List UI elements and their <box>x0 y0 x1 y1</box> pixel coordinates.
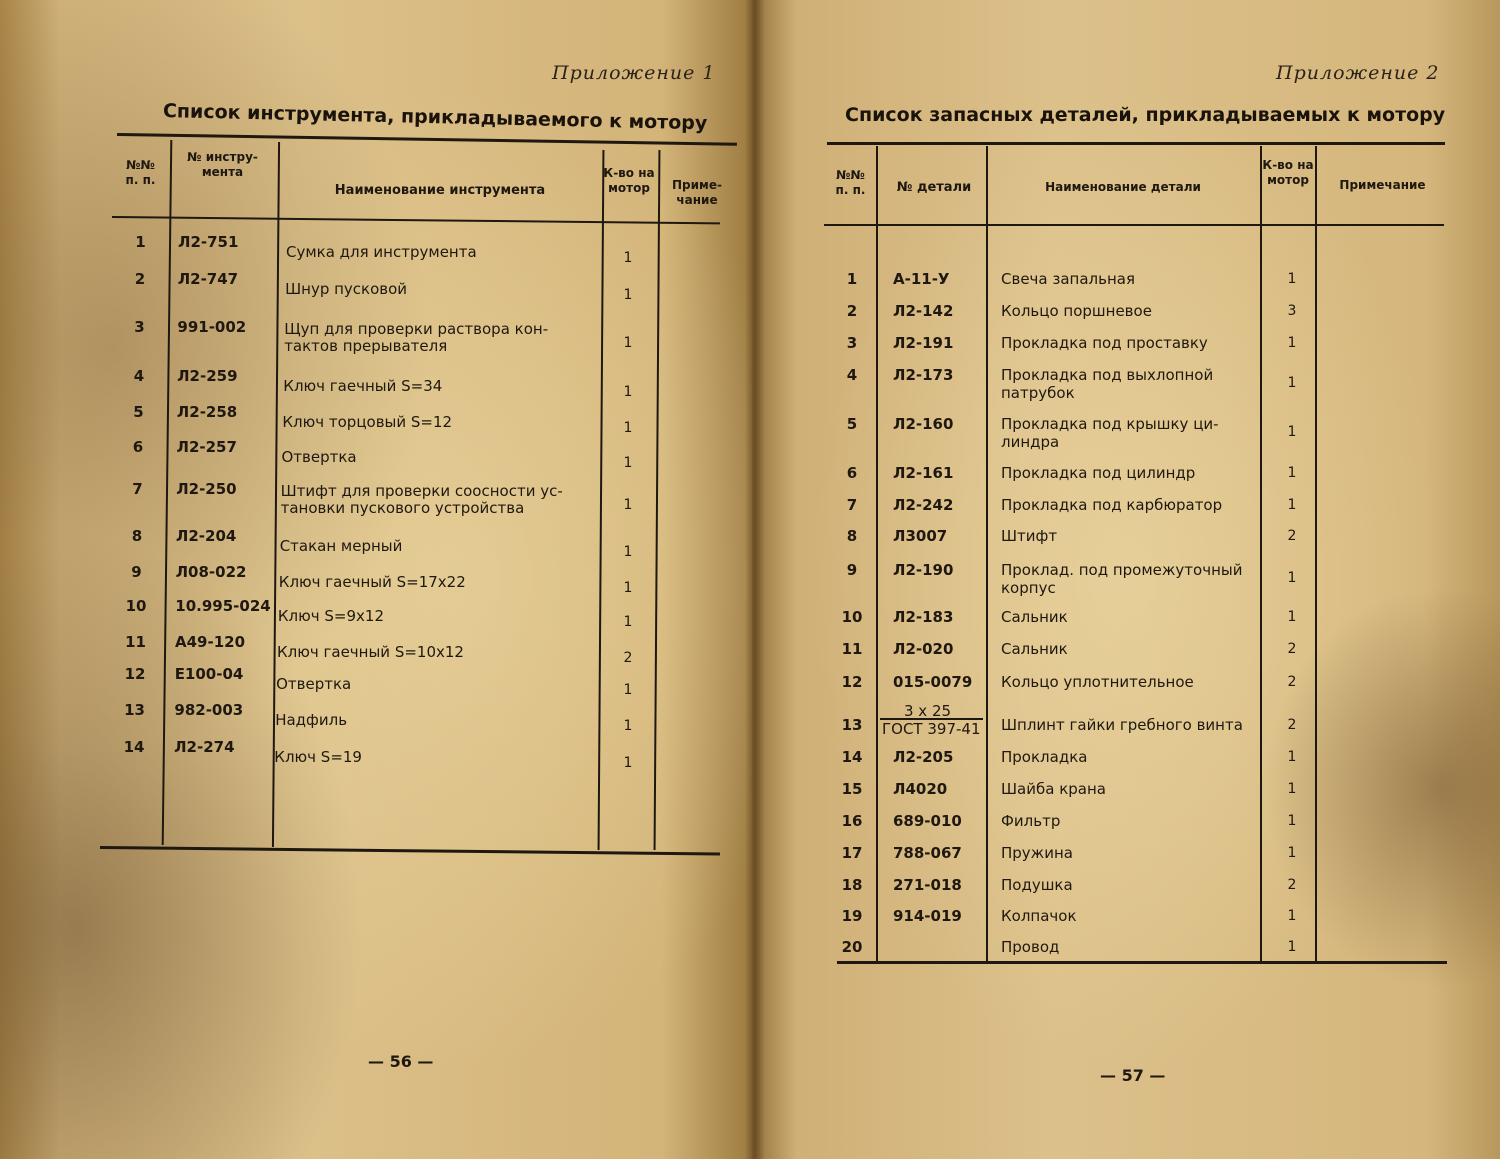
quantity: 1 <box>1287 375 1297 391</box>
quantity: 1 <box>1287 749 1297 765</box>
tool-code: Л2-250 <box>176 480 237 498</box>
header-qty-left: К-во на мотор <box>603 166 655 195</box>
quantity: 1 <box>623 580 633 596</box>
row-number: 3 <box>134 318 145 336</box>
part-name-line: Кольцо уплотнительное <box>1001 673 1194 691</box>
book-gutter <box>745 0 765 1159</box>
part-name-line: Штифт <box>1001 527 1058 545</box>
table-header-rule-right <box>824 224 1444 226</box>
quantity: 2 <box>1287 717 1297 733</box>
part-name-line: Шплинт гайки гребного винта <box>1001 716 1243 734</box>
row-number: 11 <box>125 633 146 651</box>
row-number: 3 <box>846 334 858 352</box>
page-title-right: Список запасных деталей, прикладываемых к мотору <box>845 104 1446 126</box>
quantity: 1 <box>623 614 633 630</box>
quantity: 1 <box>1287 271 1297 287</box>
tool-code: Л2-257 <box>176 438 237 456</box>
quantity: 2 <box>623 650 633 666</box>
tool-code: Е100-04 <box>174 665 244 683</box>
tool-name-line: Штифт для проверки соосности ус- <box>280 482 563 500</box>
row-number: 7 <box>846 496 858 514</box>
tool-name-line: Ключ гаечный S=17x22 <box>278 573 466 591</box>
row-number: 20 <box>841 938 863 956</box>
table-bottom-rule-right <box>837 961 1447 964</box>
row-number: 12 <box>124 665 146 683</box>
tool-name-line: Отвертка <box>281 448 357 466</box>
part-name-line: корпус <box>1001 579 1056 597</box>
row-number: 1 <box>846 270 858 288</box>
row-number: 9 <box>846 561 858 579</box>
row-number: 13 <box>124 701 145 719</box>
tool-code: Л2-274 <box>174 738 235 756</box>
table-top-rule-left <box>117 133 737 146</box>
row-number: 6 <box>846 464 858 482</box>
header-qty-right: К-во на мотор <box>1262 158 1314 187</box>
quantity: 1 <box>1287 609 1297 625</box>
tool-name-line: тактов прерывателя <box>284 337 448 355</box>
quantity: 1 <box>1287 335 1297 351</box>
tool-code: Л08-022 <box>175 563 247 581</box>
part-name-line: патрубок <box>1001 384 1075 402</box>
row-number: 13 <box>841 716 863 734</box>
part-name-line: Проклад. под промежуточный <box>1001 561 1243 579</box>
quantity: 1 <box>623 682 633 698</box>
tool-name-line: Надфиль <box>275 711 348 729</box>
tool-name-line: Стакан мерный <box>279 537 403 555</box>
part-name-line: Прокладка под проставку <box>1001 334 1208 352</box>
header-note-right: Примечание <box>1339 178 1426 192</box>
part-name-line: Сальник <box>1001 608 1068 626</box>
col-divider-2-left <box>272 142 280 847</box>
row-number: 5 <box>133 403 144 421</box>
part-code: 3 x 25 <box>904 702 952 720</box>
part-code: Л2-183 <box>893 608 954 626</box>
col-divider-1-right <box>876 146 878 961</box>
quantity: 1 <box>1287 845 1297 861</box>
quantity: 1 <box>623 497 633 513</box>
part-code: Л2-191 <box>893 334 954 352</box>
tool-code: Л2-259 <box>177 367 238 385</box>
row-number: 7 <box>132 480 143 498</box>
quantity: 3 <box>1287 303 1297 319</box>
quantity: 1 <box>1287 497 1297 513</box>
header-num-right: №№ п. п. <box>835 168 866 197</box>
part-name-line: Сальник <box>1001 640 1068 658</box>
tool-name-line: Шнур пусковой <box>285 280 408 298</box>
tool-code: Л2-258 <box>176 403 238 421</box>
part-code-standard: ГОСТ 397-41 <box>882 720 981 738</box>
quantity: 1 <box>1287 908 1297 924</box>
part-name-line: линдра <box>1001 433 1060 451</box>
part-name-line: Прокладка под выхлопной <box>1001 366 1214 384</box>
tool-name-line: Отвертка <box>276 675 352 693</box>
quantity: 2 <box>1287 641 1297 657</box>
quantity: 2 <box>1287 528 1297 544</box>
quantity: 1 <box>623 420 633 436</box>
part-name-line: Колпачок <box>1001 907 1077 925</box>
header-name-right: Наименование детали <box>1045 180 1201 194</box>
row-number: 2 <box>846 302 858 320</box>
part-name-line: Прокладка под цилиндр <box>1001 464 1196 482</box>
tool-name-line: Ключ торцовый S=12 <box>282 413 453 431</box>
appendix-label-right: Приложение 2 <box>1276 62 1440 84</box>
quantity: 1 <box>623 250 633 266</box>
part-name-line: Кольцо поршневое <box>1001 302 1152 320</box>
quantity: 1 <box>1287 424 1297 440</box>
col-divider-1-left <box>162 140 173 845</box>
row-number: 9 <box>131 563 142 581</box>
part-name-line: Фильтр <box>1001 812 1061 830</box>
row-number: 2 <box>134 270 146 288</box>
part-code: А-11-У <box>893 270 950 288</box>
table-header-rule-left <box>112 216 720 224</box>
part-name-line: Прокладка <box>1001 748 1088 766</box>
row-number: 10 <box>841 608 863 626</box>
quantity: 2 <box>1287 674 1297 690</box>
quantity: 1 <box>623 455 633 471</box>
right-page <box>752 0 1500 1159</box>
tool-name-line: Щуп для проверки раствора кон- <box>284 320 549 338</box>
table-top-rule-right <box>827 142 1445 145</box>
quantity: 1 <box>623 335 633 351</box>
row-number: 8 <box>131 527 143 545</box>
part-name-line: Подушка <box>1001 876 1073 894</box>
row-number: 14 <box>841 748 863 766</box>
tool-code: 991-002 <box>177 318 247 336</box>
col-divider-4-left <box>654 150 661 850</box>
col-divider-2-right <box>986 146 988 961</box>
part-code: Л2-020 <box>893 640 954 658</box>
tool-code: Л2-204 <box>175 527 237 545</box>
tool-name-line: тановки пускового устройства <box>280 499 525 517</box>
quantity: 1 <box>1287 813 1297 829</box>
page-number-right: — 57 — <box>1100 1066 1166 1085</box>
part-code: Л2-173 <box>893 366 954 384</box>
row-number: 12 <box>841 673 863 691</box>
col-divider-4-right <box>1315 146 1317 961</box>
quantity: 1 <box>1287 570 1297 586</box>
tool-name-line: Ключ S=19 <box>274 748 362 766</box>
header-note-left: Приме- чание <box>672 178 722 207</box>
part-code: 689-010 <box>893 812 962 830</box>
tool-name-line: Ключ гаечный S=10x12 <box>277 643 464 661</box>
quantity: 1 <box>623 755 633 771</box>
part-name-line: Провод <box>1001 938 1060 956</box>
appendix-label-left: Приложение 1 <box>552 62 716 84</box>
tool-code: Л2-751 <box>178 233 239 251</box>
row-number: 6 <box>132 438 144 456</box>
row-number: 16 <box>841 812 863 830</box>
header-code-left: № инстру- мента <box>187 150 258 179</box>
part-code: Л3007 <box>893 527 948 545</box>
header-name-left: Наименование инструмента <box>334 183 546 198</box>
part-name-line: Пружина <box>1001 844 1073 862</box>
tool-code: 10.995-024 <box>175 597 271 615</box>
part-code: 788-067 <box>893 844 962 862</box>
quantity: 1 <box>623 544 633 560</box>
row-number: 17 <box>841 844 863 862</box>
row-number: 11 <box>841 640 863 658</box>
part-name-line: Прокладка под карбюратор <box>1001 496 1223 514</box>
tool-name-line: Сумка для инструмента <box>286 243 477 261</box>
page-number-left: — 56 — <box>368 1052 434 1071</box>
row-number: 8 <box>846 527 858 545</box>
quantity: 1 <box>623 384 633 400</box>
quantity: 1 <box>623 718 633 734</box>
header-num-left: №№ п. п. <box>125 158 156 187</box>
quantity: 1 <box>1287 781 1297 797</box>
col-divider-3-left <box>598 150 605 850</box>
page-title-left: Список инструмента, прикладываемого к мотору <box>162 100 708 135</box>
row-number: 4 <box>133 367 145 385</box>
tool-code: Л2-747 <box>177 270 239 288</box>
part-code: Л2-205 <box>893 748 954 766</box>
row-number: 1 <box>135 233 146 251</box>
quantity: 1 <box>1287 939 1297 955</box>
row-number: 18 <box>841 876 863 894</box>
part-code: 914-019 <box>893 907 962 925</box>
part-name-line: Прокладка под крышку ци- <box>1001 415 1219 433</box>
part-code: Л4020 <box>893 780 948 798</box>
part-name-line: Шайба крана <box>1001 780 1106 798</box>
part-code: Л2-190 <box>893 561 954 579</box>
part-code: 015-0079 <box>893 673 973 691</box>
quantity: 1 <box>623 287 633 303</box>
tool-code: 982-003 <box>174 701 244 719</box>
header-code-right: № детали <box>896 180 972 195</box>
col-divider-3-right <box>1260 146 1262 961</box>
table-bottom-rule-left <box>100 846 720 855</box>
part-code: Л2-161 <box>893 464 954 482</box>
part-code: Л2-242 <box>893 496 954 514</box>
row-number: 14 <box>123 738 145 756</box>
row-number: 19 <box>841 907 863 925</box>
part-code: 271-018 <box>893 876 962 894</box>
row-number: 15 <box>841 780 863 798</box>
tool-name-line: Ключ гаечный S=34 <box>283 377 443 395</box>
part-code: Л2-160 <box>893 415 954 433</box>
quantity: 1 <box>1287 465 1297 481</box>
tool-code: А49-120 <box>175 633 246 651</box>
part-code: Л2-142 <box>893 302 954 320</box>
row-number: 5 <box>846 415 858 433</box>
row-number: 4 <box>846 366 858 384</box>
tool-name-line: Ключ S=9x12 <box>277 607 384 625</box>
part-name-line: Свеча запальная <box>1001 270 1135 288</box>
row-number: 10 <box>125 597 147 615</box>
quantity: 2 <box>1287 877 1297 893</box>
